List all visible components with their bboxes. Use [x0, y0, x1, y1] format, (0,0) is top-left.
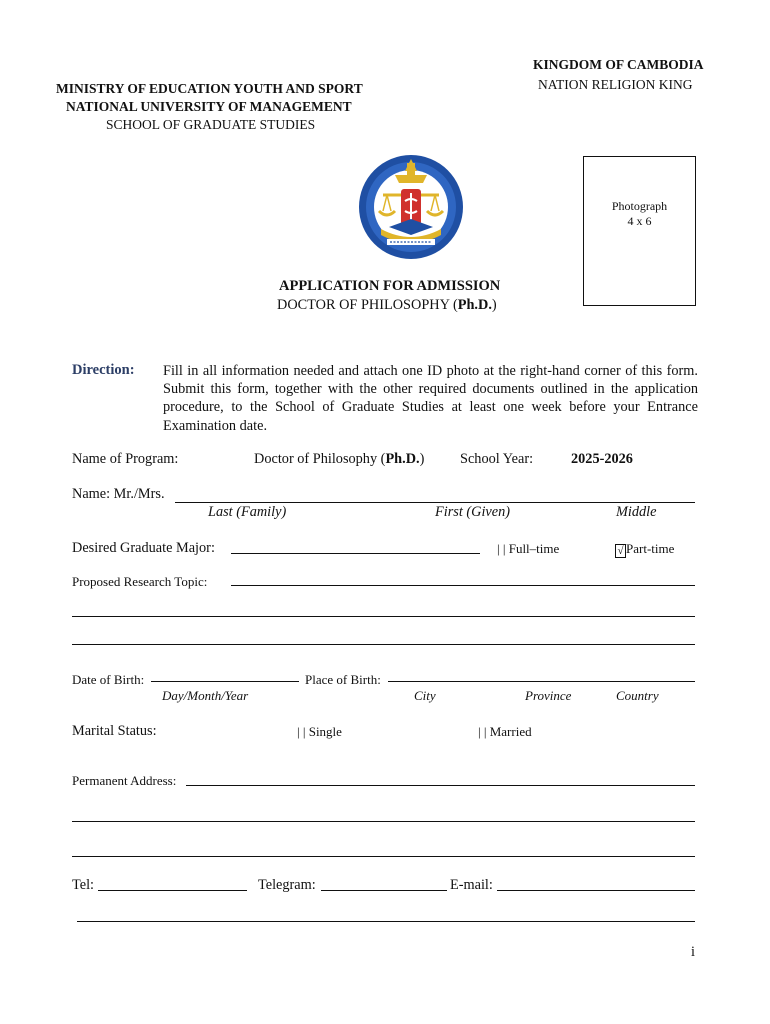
research-input-line-1[interactable] [231, 571, 695, 586]
fulltime-checkbox[interactable]: | | Full–time [497, 541, 560, 556]
single-label: Single [308, 724, 342, 739]
bottom-divider [77, 921, 695, 922]
national-motto: NATION RELIGION KING [538, 77, 693, 92]
photo-label: Photograph [611, 199, 668, 213]
address-input-line-2[interactable] [72, 807, 695, 822]
page-number: i [691, 944, 695, 960]
dob-input[interactable] [151, 667, 299, 682]
married-checkbox[interactable]: | | Married [478, 724, 532, 739]
middle-name-hint: Middle [616, 504, 657, 520]
name-input[interactable] [175, 488, 695, 503]
pob-input[interactable] [388, 667, 695, 682]
research-input-line-2[interactable] [72, 602, 695, 617]
school-year-value: 2025-2026 [571, 451, 633, 467]
major-label: Desired Graduate Major: [72, 540, 215, 556]
telegram-label: Telegram: [258, 877, 316, 893]
kingdom-title: KINGDOM OF CAMBODIA [533, 57, 704, 72]
city-hint: City [414, 688, 436, 703]
research-input-line-3[interactable] [72, 630, 695, 645]
parttime-check-icon: √ [615, 544, 626, 558]
telegram-input[interactable] [321, 876, 447, 891]
address-input-line-3[interactable] [72, 842, 695, 857]
university-seal-icon [357, 153, 465, 261]
address-label: Permanent Address: [72, 773, 177, 788]
parttime-checkbox[interactable] [615, 541, 674, 558]
married-label: Married [489, 724, 532, 739]
country-hint: Country [616, 688, 659, 703]
program-value: Doctor of Philosophy (Ph.D.) [254, 451, 425, 467]
school-name: SCHOOL OF GRADUATE STUDIES [106, 117, 316, 132]
university-name: NATIONAL UNIVERSITY OF MANAGEMENT [66, 99, 352, 114]
dob-hint: Day/Month/Year [162, 688, 249, 703]
parttime-label: Part-time [626, 541, 675, 556]
dob-label: Date of Birth: [72, 672, 145, 687]
marital-label: Marital Status: [72, 723, 157, 739]
form-subtitle: DOCTOR OF PHILOSOPHY (Ph.D.) [277, 297, 497, 313]
last-name-hint: Last (Family) [208, 504, 287, 520]
tel-input[interactable] [98, 876, 247, 891]
direction-text: Fill in all information needed and attach one ID photo at the right-hand corner of this form. Submit this form, together with the other required documents outlined in the application procedure, to the School of Graduate Studies at least one week before your Entrance Examination date. [163, 363, 698, 434]
name-label: Name: Mr./Mrs. [72, 486, 165, 502]
first-name-hint: First (Given) [435, 504, 511, 520]
fulltime-label: Full–time [508, 541, 560, 556]
school-year-label: School Year: [460, 451, 534, 467]
form-title: APPLICATION FOR ADMISSION [279, 278, 501, 294]
pob-label: Place of Birth: [305, 672, 381, 687]
tel-label: Tel: [72, 877, 95, 893]
province-hint: Province [525, 688, 572, 703]
research-label: Proposed Research Topic: [72, 574, 208, 589]
ministry-name: MINISTRY OF EDUCATION YOUTH AND SPORT [56, 81, 363, 96]
direction-label: Direction: [72, 362, 135, 378]
program-label: Name of Program: [72, 451, 179, 467]
email-input[interactable] [497, 876, 695, 891]
major-input[interactable] [231, 539, 480, 554]
photo-placeholder[interactable] [583, 156, 696, 306]
email-label: E-mail: [450, 877, 493, 893]
photo-size: 4 x 6 [627, 214, 652, 228]
single-checkbox[interactable]: | | Single [297, 724, 342, 739]
address-input-line-1[interactable] [186, 771, 695, 786]
